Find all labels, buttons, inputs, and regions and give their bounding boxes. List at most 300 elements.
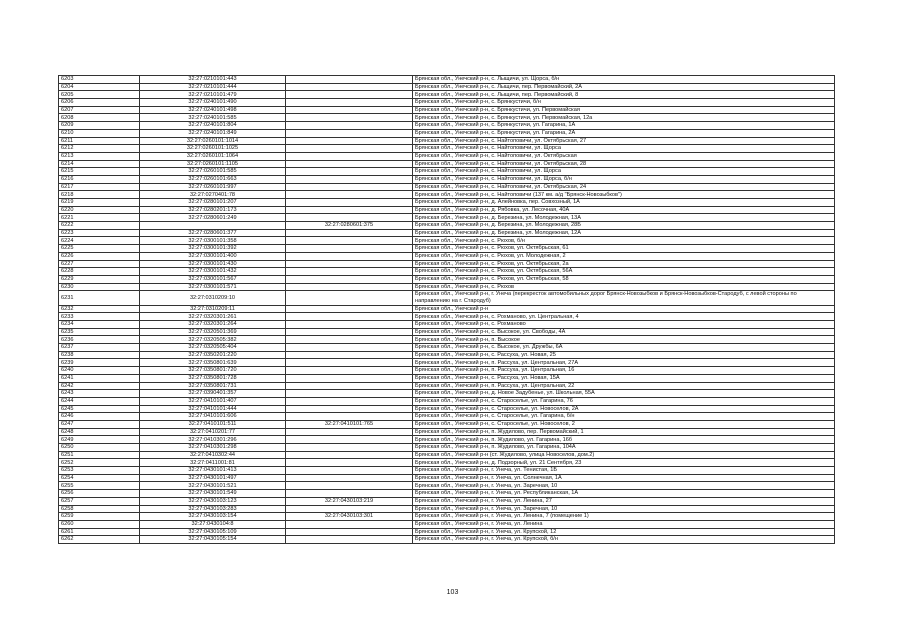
previous-cadastral-number-cell (286, 321, 413, 329)
row-number-cell: 6253 (59, 467, 140, 475)
cadastral-number-cell: 32:27:0430101:413 (140, 467, 286, 475)
cadastral-number-cell: 32:27:0410101:444 (140, 405, 286, 413)
row-number-cell: 6232 (59, 305, 140, 313)
previous-cadastral-number-cell (286, 444, 413, 452)
table-row (59, 76, 835, 84)
row-number-cell: 6247 (59, 420, 140, 428)
table-row (59, 237, 835, 245)
previous-cadastral-number-cell (286, 114, 413, 122)
table-row (59, 191, 835, 199)
previous-cadastral-number-cell (286, 152, 413, 160)
address-cell: Брянская обл., Унечский р-н, с. Брянкустичи, ул. Первомайская, 12а (413, 114, 835, 122)
address-cell: Брянская обл., Унечский р-н, с. Лыщичи, пер. Первомайский, 2А (413, 83, 835, 91)
cadastral-number-cell: 32:27:0410101:407 (140, 397, 286, 405)
cadastral-number-cell: 32:27:0411001:81 (140, 459, 286, 467)
cadastral-number-cell: 32:27:0300101:430 (140, 260, 286, 268)
cadastral-number-cell: 32:27:0280601:377 (140, 229, 286, 237)
address-cell: Брянская обл., Унечский р-н, п. Рассуха, ул. Центральная, 22 (413, 382, 835, 390)
previous-cadastral-number-cell: 32:27:0430103:301 (286, 513, 413, 521)
cadastral-number-cell: 32:27:0430103:123 (140, 497, 286, 505)
address-cell: Брянская обл., Унечский р-н, с. Найтоповичи, ул. Щорса, б/н (413, 175, 835, 183)
address-cell: Брянская обл., Унечский р-н, с. Староселье, ул. Гагарина, 76 (413, 397, 835, 405)
row-number-cell: 6228 (59, 268, 140, 276)
address-cell: Брянская обл., Унечский р-н, с. Высокое, ул. Дружбы, 6А (413, 344, 835, 352)
table-row (59, 436, 835, 444)
row-number-cell: 6260 (59, 520, 140, 528)
address-cell: Брянская обл., Унечский р-н, с. Найтоповичи, ул. Октябрьская, 28 (413, 160, 835, 168)
previous-cadastral-number-cell (286, 413, 413, 421)
table-row (59, 183, 835, 191)
table-row (59, 328, 835, 336)
cadastral-number-cell: 32:27:0350801:639 (140, 359, 286, 367)
previous-cadastral-number-cell: 32:27:0410101:765 (286, 420, 413, 428)
cadastral-number-cell: 32:27:0410301:296 (140, 436, 286, 444)
table-row (59, 137, 835, 145)
address-cell: Брянская обл., Унечский р-н, г. Унеча, ул. Крупской, б/н (413, 536, 835, 544)
cadastral-number-cell: 32:27:0320501:369 (140, 328, 286, 336)
row-number-cell: 6235 (59, 328, 140, 336)
row-number-cell: 6236 (59, 336, 140, 344)
address-cell: Брянская обл., Унечский р-н, г. Унеча, ул. Республиканская, 1А (413, 490, 835, 498)
row-number-cell: 6223 (59, 229, 140, 237)
cadastral-number-cell: 32:27:0300101:567 (140, 275, 286, 283)
previous-cadastral-number-cell (286, 76, 413, 84)
cadastral-number-cell: 32:27:0260101:1105 (140, 160, 286, 168)
row-number-cell: 6256 (59, 490, 140, 498)
row-number-cell: 6214 (59, 160, 140, 168)
previous-cadastral-number-cell: 32:27:0430103:219 (286, 497, 413, 505)
previous-cadastral-number-cell (286, 168, 413, 176)
cadastral-number-cell: 32:27:0430104:8 (140, 520, 286, 528)
cadastral-number-cell: 32:27:0260101:1025 (140, 145, 286, 153)
table-row (59, 382, 835, 390)
cadastral-number-cell: 32:27:0240101:804 (140, 122, 286, 130)
table-row (59, 83, 835, 91)
row-number-cell: 6229 (59, 275, 140, 283)
address-cell: Брянская обл., Унечский р-н, с. Рохманово (413, 321, 835, 329)
row-number-cell: 6249 (59, 436, 140, 444)
cadastral-number-cell: 32:27:0430105:154 (140, 536, 286, 544)
table-row (59, 459, 835, 467)
address-cell: Брянская обл., Унечский р-н, с. Найтоповичи, ул. Щорса (413, 145, 835, 153)
address-cell: Брянская обл., Унечский р-н, с. Брянкустичи, ул. Гагарина, 2А (413, 129, 835, 137)
table-row (59, 405, 835, 413)
address-cell: Брянская обл., Унечский р-н, с. Лыщичи, ул. Щорса, б/н (413, 76, 835, 84)
registry-table-body (59, 76, 835, 544)
previous-cadastral-number-cell (286, 160, 413, 168)
table-row (59, 490, 835, 498)
address-cell: Брянская обл., Унечский р-н, п. Жудилово, ул. Гагарина, 16б (413, 436, 835, 444)
address-cell: Брянская обл., Унечский р-н (413, 305, 835, 313)
cadastral-number-cell: 32:27:0350801:728 (140, 374, 286, 382)
previous-cadastral-number-cell (286, 467, 413, 475)
cadastral-number-cell: 32:27:0300101:392 (140, 245, 286, 253)
previous-cadastral-number-cell (286, 206, 413, 214)
row-number-cell: 6248 (59, 428, 140, 436)
cadastral-number-cell: 32:27:0260101:997 (140, 183, 286, 191)
cadastral-number-cell: 32:27:0300101:400 (140, 252, 286, 260)
previous-cadastral-number-cell (286, 191, 413, 199)
address-cell: Брянская обл., Унечский р-н, с. Рюхов (413, 283, 835, 291)
cadastral-number-cell: 32:27:0260101:663 (140, 175, 286, 183)
row-number-cell: 6221 (59, 214, 140, 222)
row-number-cell: 6234 (59, 321, 140, 329)
previous-cadastral-number-cell (286, 528, 413, 536)
row-number-cell: 6255 (59, 482, 140, 490)
cadastral-number-cell: 32:27:0350801:720 (140, 367, 286, 375)
page-number: 103 (446, 589, 459, 596)
previous-cadastral-number-cell (286, 214, 413, 222)
row-number-cell: 6251 (59, 451, 140, 459)
row-number-cell: 6233 (59, 313, 140, 321)
table-row (59, 214, 835, 222)
address-cell: Брянская обл., Унечский р-н, д. Березина, ул. Молодежная, 13А (413, 214, 835, 222)
table-row (59, 390, 835, 398)
address-cell: Брянская обл., Унечский р-н, с. Найтоповичи, ул. Октябрьская (413, 152, 835, 160)
address-cell: Брянская обл., Унечский р-н, с. Рюхов, ул. Октябрьская, 61 (413, 245, 835, 253)
table-row (59, 114, 835, 122)
row-number-cell: 6207 (59, 106, 140, 114)
row-number-cell: 6254 (59, 474, 140, 482)
table-row (59, 106, 835, 114)
address-cell: Брянская обл., Унечский р-н, с. Рассуха, ул. Новая, 15А (413, 374, 835, 382)
row-number-cell: 6244 (59, 397, 140, 405)
address-cell: Брянская обл., Унечский р-н, п. Жудилово, пер. Первомайский, 1 (413, 428, 835, 436)
table-row (59, 275, 835, 283)
cadastral-number-cell: 32:27:0280601:249 (140, 214, 286, 222)
row-number-cell: 6215 (59, 168, 140, 176)
table-row (59, 268, 835, 276)
table-row (59, 321, 835, 329)
address-cell: Брянская обл., Унечский р-н, п. Рассуха, ул. Центральная, 27А (413, 359, 835, 367)
table-row (59, 482, 835, 490)
row-number-cell: 6258 (59, 505, 140, 513)
row-number-cell: 6245 (59, 405, 140, 413)
row-number-cell: 6241 (59, 374, 140, 382)
address-cell: Брянская обл., Унечский р-н, с. Брянкустичи, ул. Гагарина, 1А (413, 122, 835, 130)
table-row (59, 222, 835, 230)
previous-cadastral-number-cell (286, 351, 413, 359)
row-number-cell: 6220 (59, 206, 140, 214)
table-row (59, 474, 835, 482)
row-number-cell: 6212 (59, 145, 140, 153)
table-row (59, 175, 835, 183)
registry-table (58, 75, 835, 544)
table-row (59, 359, 835, 367)
row-number-cell: 6257 (59, 497, 140, 505)
table-row (59, 206, 835, 214)
table-row (59, 444, 835, 452)
table-row (59, 536, 835, 544)
table-row (59, 152, 835, 160)
previous-cadastral-number-cell (286, 291, 413, 305)
row-number-cell: 6242 (59, 382, 140, 390)
previous-cadastral-number-cell (286, 397, 413, 405)
address-cell: Брянская обл., Унечский р-н, д. Подзорный, ул. 21 Сентября, 23 (413, 459, 835, 467)
cadastral-number-cell: 32:27:0350801:731 (140, 382, 286, 390)
cadastral-number-cell: 32:27:0300101:432 (140, 268, 286, 276)
previous-cadastral-number-cell (286, 451, 413, 459)
row-number-cell: 6205 (59, 91, 140, 99)
previous-cadastral-number-cell (286, 245, 413, 253)
cadastral-number-cell: 32:27:0300101:571 (140, 283, 286, 291)
previous-cadastral-number-cell (286, 520, 413, 528)
row-number-cell: 6213 (59, 152, 140, 160)
table-row (59, 99, 835, 107)
address-cell: Брянская обл., Унечский р-н, с. Лыщичи, пер. Первомайский, 8 (413, 91, 835, 99)
cadastral-number-cell: 32:27:0310209:11 (140, 305, 286, 313)
address-cell: Брянская обл., Унечский р-н, д. Новое Задубенье, ул. Школьная, 55А (413, 390, 835, 398)
cadastral-number-cell: 32:27:0430103:154 (140, 513, 286, 521)
previous-cadastral-number-cell (286, 459, 413, 467)
previous-cadastral-number-cell (286, 390, 413, 398)
cadastral-number-cell: 32:27:0240101:498 (140, 106, 286, 114)
address-cell: Брянская обл., Унечский р-н, с. Рюхов, ул. Молодежная, 2 (413, 252, 835, 260)
address-cell: Брянская обл., Унечский р-н, п. Жудилово, ул. Гагарина, 104А (413, 444, 835, 452)
table-row (59, 122, 835, 130)
cadastral-number-cell: 32:27:0210101:443 (140, 76, 286, 84)
table-row (59, 160, 835, 168)
address-cell: Брянская обл., Унечский р-н, г. Унеча, ул. Крупской, 12 (413, 528, 835, 536)
address-cell: Брянская обл., Унечский р-н, г. Унеча (перекресток автомобильных дорог Брянск-Новозыбков и Брянск-Новозыбков-Стародуб, с левой стороны по направлению на г. Стародуб) (413, 291, 835, 305)
cadastral-number-cell: 32:27:0240101:490 (140, 99, 286, 107)
address-cell: Брянская обл., Унечский р-н, с. Староселье, ул. Новоселов, 2А (413, 405, 835, 413)
address-cell: Брянская обл., Унечский р-н, с. Рохманово, ул. Центральная, 4 (413, 313, 835, 321)
previous-cadastral-number-cell (286, 405, 413, 413)
address-cell: Брянская обл., Унечский р-н, г. Унеча, ул. Ленина (413, 520, 835, 528)
address-cell: Брянская обл., Унечский р-н, г. Унеча, ул. Солнечная, 1А (413, 474, 835, 482)
address-cell: Брянская обл., Унечский р-н, с. Найтоповичи, ул. Октябрьская, 27 (413, 137, 835, 145)
address-cell: Брянская обл., Унечский р-н, п. Высокое (413, 336, 835, 344)
table-row (59, 336, 835, 344)
previous-cadastral-number-cell (286, 252, 413, 260)
table-row (59, 367, 835, 375)
previous-cadastral-number-cell (286, 305, 413, 313)
previous-cadastral-number-cell (286, 137, 413, 145)
cadastral-number-cell: 32:27:0260101:585 (140, 168, 286, 176)
previous-cadastral-number-cell (286, 91, 413, 99)
previous-cadastral-number-cell (286, 145, 413, 153)
row-number-cell: 6261 (59, 528, 140, 536)
cadastral-number-cell (140, 222, 286, 230)
cadastral-number-cell: 32:27:0270401:78 (140, 191, 286, 199)
address-cell: Брянская обл., Унечский р-н, с. Рассуха, ул. Новая, 25 (413, 351, 835, 359)
table-row (59, 91, 835, 99)
previous-cadastral-number-cell (286, 505, 413, 513)
previous-cadastral-number-cell (286, 175, 413, 183)
table-row (59, 374, 835, 382)
cadastral-number-cell: 32:27:0260101:1014 (140, 137, 286, 145)
cadastral-number-cell: 32:27:0410201:77 (140, 428, 286, 436)
previous-cadastral-number-cell (286, 229, 413, 237)
row-number-cell: 6246 (59, 413, 140, 421)
previous-cadastral-number-cell (286, 344, 413, 352)
address-cell: Брянская обл., Унечский р-н, с. Рюхов, ул. Октябрьская, 2а (413, 260, 835, 268)
row-number-cell: 6216 (59, 175, 140, 183)
row-number-cell: 6217 (59, 183, 140, 191)
previous-cadastral-number-cell (286, 367, 413, 375)
table-row (59, 260, 835, 268)
address-cell: Брянская обл., Унечский р-н, с. Высокое, ул. Свободы, 4А (413, 328, 835, 336)
table-row (59, 420, 835, 428)
table-row (59, 397, 835, 405)
address-cell: Брянская обл., Унечский р-н, с. Найтоповичи (137 км. а/д "Брянск-Новозыбков") (413, 191, 835, 199)
cadastral-number-cell: 32:27:0280101:207 (140, 199, 286, 207)
table-row (59, 252, 835, 260)
table-row (59, 528, 835, 536)
cadastral-number-cell: 32:27:0430103:283 (140, 505, 286, 513)
previous-cadastral-number-cell (286, 490, 413, 498)
row-number-cell: 6224 (59, 237, 140, 245)
row-number-cell: 6227 (59, 260, 140, 268)
cadastral-number-cell: 32:27:0390401:357 (140, 390, 286, 398)
row-number-cell: 6238 (59, 351, 140, 359)
row-number-cell: 6219 (59, 199, 140, 207)
address-cell: Брянская обл., Унечский р-н, с. Брянкустичи, ул. Первомайская (413, 106, 835, 114)
row-number-cell: 6240 (59, 367, 140, 375)
address-cell: Брянская обл., Унечский р-н, д. Березина, ул. Молодежная, 12А (413, 229, 835, 237)
cadastral-number-cell: 32:27:0320301:261 (140, 313, 286, 321)
row-number-cell: 6231 (59, 291, 140, 305)
row-number-cell: 6208 (59, 114, 140, 122)
row-number-cell: 6262 (59, 536, 140, 544)
table-row (59, 497, 835, 505)
table-row (59, 451, 835, 459)
row-number-cell: 6237 (59, 344, 140, 352)
address-cell: Брянская обл., Унечский р-н, д. Рябовка, ул. Лесочная, 40А (413, 206, 835, 214)
table-row (59, 313, 835, 321)
address-cell: Брянская обл., Унечский р-н, г. Унеча, ул. Ленина, 27 (413, 497, 835, 505)
table-row (59, 245, 835, 253)
row-number-cell: 6203 (59, 76, 140, 84)
previous-cadastral-number-cell (286, 536, 413, 544)
row-number-cell: 6259 (59, 513, 140, 521)
previous-cadastral-number-cell (286, 129, 413, 137)
address-cell: Брянская обл., Унечский р-н, с. Брянкустичи, б/н (413, 99, 835, 107)
previous-cadastral-number-cell (286, 359, 413, 367)
previous-cadastral-number-cell (286, 237, 413, 245)
cadastral-number-cell: 32:27:0240101:849 (140, 129, 286, 137)
row-number-cell: 6252 (59, 459, 140, 467)
table-row (59, 513, 835, 521)
table-row (59, 129, 835, 137)
address-cell: Брянская обл., Унечский р-н, с. Рюхов, ул. Октябрьская, 56А (413, 268, 835, 276)
row-number-cell: 6230 (59, 283, 140, 291)
row-number-cell: 6218 (59, 191, 140, 199)
previous-cadastral-number-cell: 32:27:0280601:375 (286, 222, 413, 230)
cadastral-number-cell: 32:27:0410301:298 (140, 444, 286, 452)
address-cell: Брянская обл., Унечский р-н, с. Найтоповичи, ул. Щорса (413, 168, 835, 176)
cadastral-number-cell: 32:27:0280201:173 (140, 206, 286, 214)
cadastral-number-cell: 32:27:0430101:497 (140, 474, 286, 482)
address-cell: Брянская обл., Унечский р-н, д. Алейновка, пер. Совхозный, 1А (413, 199, 835, 207)
cadastral-number-cell: 32:27:0320505:382 (140, 336, 286, 344)
cadastral-number-cell: 32:27:0430101:549 (140, 490, 286, 498)
cadastral-number-cell: 32:27:0410302:44 (140, 451, 286, 459)
table-row (59, 428, 835, 436)
table-row (59, 168, 835, 176)
cadastral-number-cell: 32:27:0320301:264 (140, 321, 286, 329)
previous-cadastral-number-cell (286, 313, 413, 321)
address-cell: Брянская обл., Унечский р-н, г. Унеча, ул. Ленина, 7 (помещение 1) (413, 513, 835, 521)
previous-cadastral-number-cell (286, 275, 413, 283)
row-number-cell: 6209 (59, 122, 140, 130)
cadastral-number-cell: 32:27:0410101:606 (140, 413, 286, 421)
previous-cadastral-number-cell (286, 260, 413, 268)
cadastral-number-cell: 32:27:0260101:1064 (140, 152, 286, 160)
address-cell: Брянская обл., Унечский р-н (ст. Жудилово, улица Новоселов, дом.2) (413, 451, 835, 459)
cadastral-number-cell: 32:27:0430105:109 (140, 528, 286, 536)
cadastral-number-cell: 32:27:0210101:444 (140, 83, 286, 91)
previous-cadastral-number-cell (286, 199, 413, 207)
row-number-cell: 6225 (59, 245, 140, 253)
address-cell: Брянская обл., Унечский р-н, д. Березина, ул. Молодежная, 28Б (413, 222, 835, 230)
table-row (59, 520, 835, 528)
table-row (59, 283, 835, 291)
address-cell: Брянская обл., Унечский р-н, с. Рюхов, ул. Октябрьская, 58 (413, 275, 835, 283)
cadastral-number-cell: 32:27:0320505:404 (140, 344, 286, 352)
cadastral-number-cell: 32:27:0210101:479 (140, 91, 286, 99)
row-number-cell: 6239 (59, 359, 140, 367)
previous-cadastral-number-cell (286, 482, 413, 490)
address-cell: Брянская обл., Унечский р-н, г. Унеча, ул. Заречная, 10 (413, 482, 835, 490)
previous-cadastral-number-cell (286, 382, 413, 390)
row-number-cell: 6250 (59, 444, 140, 452)
cadastral-number-cell: 32:27:0240101:585 (140, 114, 286, 122)
row-number-cell: 6210 (59, 129, 140, 137)
row-number-cell: 6204 (59, 83, 140, 91)
table-row (59, 351, 835, 359)
previous-cadastral-number-cell (286, 374, 413, 382)
cadastral-number-cell: 32:27:0430101:521 (140, 482, 286, 490)
address-cell: Брянская обл., Унечский р-н, г. Унеча, ул. Заречная, 10 (413, 505, 835, 513)
cadastral-number-cell: 32:27:0410101:511 (140, 420, 286, 428)
previous-cadastral-number-cell (286, 428, 413, 436)
table-row (59, 505, 835, 513)
previous-cadastral-number-cell (286, 99, 413, 107)
previous-cadastral-number-cell (286, 83, 413, 91)
previous-cadastral-number-cell (286, 328, 413, 336)
cadastral-number-cell: 32:27:0350201:220 (140, 351, 286, 359)
row-number-cell: 6222 (59, 222, 140, 230)
row-number-cell: 6243 (59, 390, 140, 398)
address-cell: Брянская обл., Унечский р-н, с. Рюхов, б/н (413, 237, 835, 245)
address-cell: Брянская обл., Унечский р-н, г. Унеча, ул. Тенистая, 1Б (413, 467, 835, 475)
table-row (59, 305, 835, 313)
table-row (59, 467, 835, 475)
address-cell: Брянская обл., Унечский р-н, п. Рассуха, ул. Центральная, 16 (413, 367, 835, 375)
cadastral-number-cell: 32:27:0300101:358 (140, 237, 286, 245)
address-cell: Брянская обл., Унечский р-н, с. Староселье, ул. Гагарина, б/н (413, 413, 835, 421)
table-row (59, 145, 835, 153)
address-cell: Брянская обл., Унечский р-н, с. Староселье, ул. Новоселов, 2 (413, 420, 835, 428)
previous-cadastral-number-cell (286, 336, 413, 344)
previous-cadastral-number-cell (286, 122, 413, 130)
table-row (59, 229, 835, 237)
address-cell: Брянская обл., Унечский р-н, с. Найтоповичи, ул. Октябрьская, 24 (413, 183, 835, 191)
table-row (59, 291, 835, 305)
previous-cadastral-number-cell (286, 283, 413, 291)
cadastral-number-cell: 32:27:0310209:10 (140, 291, 286, 305)
previous-cadastral-number-cell (286, 436, 413, 444)
row-number-cell: 6206 (59, 99, 140, 107)
previous-cadastral-number-cell (286, 183, 413, 191)
table-row (59, 413, 835, 421)
row-number-cell: 6226 (59, 252, 140, 260)
table-row (59, 344, 835, 352)
row-number-cell: 6211 (59, 137, 140, 145)
previous-cadastral-number-cell (286, 106, 413, 114)
